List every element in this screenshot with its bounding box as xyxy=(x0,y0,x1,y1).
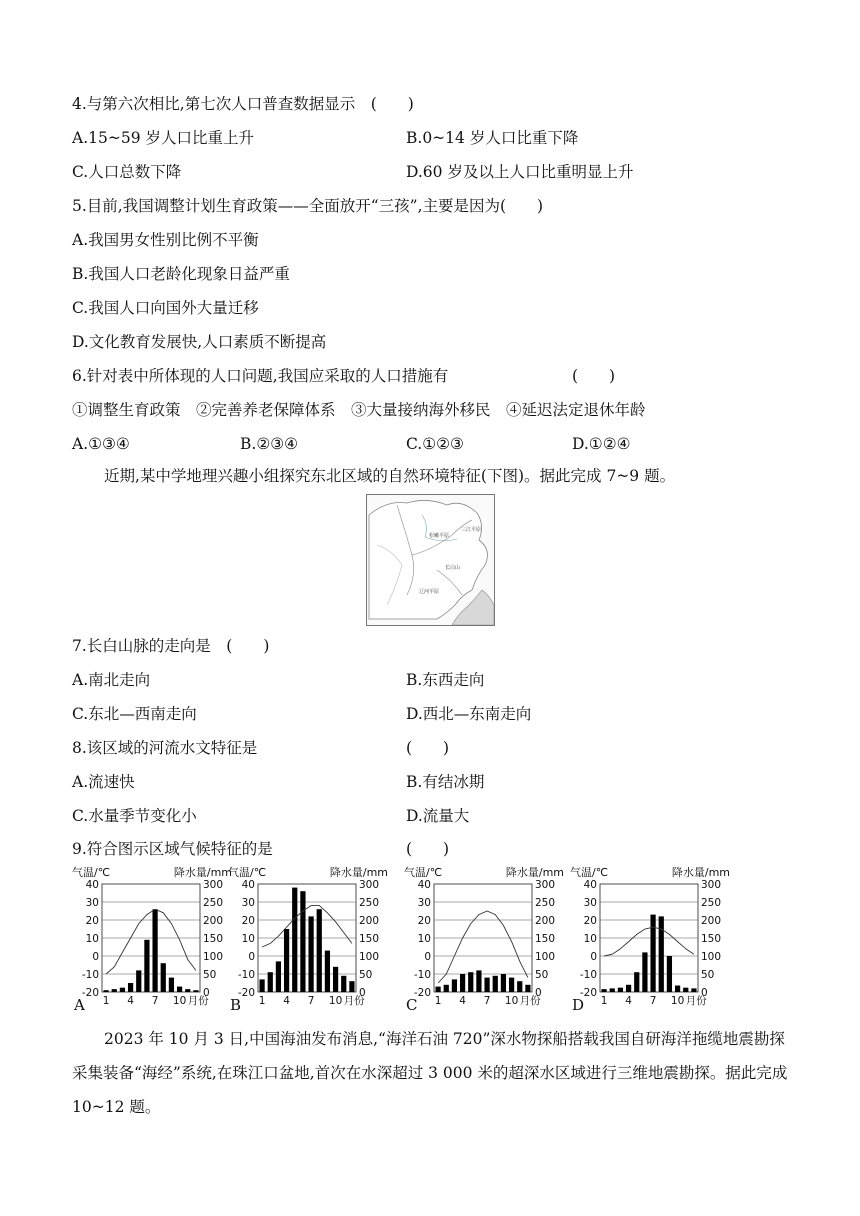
left-tick-label: 0 xyxy=(424,951,431,963)
right-tick-label: 0 xyxy=(701,987,708,999)
x-tick-label: 1 xyxy=(258,995,266,1007)
q7-option-c: C.东北—西南走向 xyxy=(72,705,197,723)
precip-bar xyxy=(626,985,631,992)
precip-bar xyxy=(435,987,440,992)
left-tick-label: 40 xyxy=(85,879,99,891)
precip-bar xyxy=(444,985,449,992)
precip-bar xyxy=(193,990,198,992)
q7-option-d: D.西北—东南走向 xyxy=(406,705,532,723)
x-tick-label: 1 xyxy=(600,995,608,1007)
precip-bar xyxy=(185,989,190,992)
right-tick-label: 200 xyxy=(359,915,380,927)
right-tick-label: 0 xyxy=(535,987,542,999)
right-tick-label: 100 xyxy=(535,951,556,963)
precip-bar xyxy=(484,978,489,992)
x-axis-title: 月份 xyxy=(187,995,209,1007)
left-tick-label: -20 xyxy=(81,987,99,999)
x-axis-title: 月份 xyxy=(343,995,365,1007)
q6-items: ①调整生育政策 ②完善养老保障体系 ③大量接纳海外移民 ④延迟法定退休年龄 xyxy=(72,401,646,419)
left-tick-label: 40 xyxy=(241,879,255,891)
right-tick-label: 250 xyxy=(359,897,380,909)
x-tick-label: 4 xyxy=(283,995,290,1007)
q5-option-a: A.我国男女性别比例不平衡 xyxy=(72,231,259,249)
intro-10-12: 2023 年 10 月 3 日,中国海油发布消息,“海洋石油 720”深水物探船搭载我国自研海洋拖缆地震勘探采集装备“海经”系统,在珠江口盆地,首次在水深超过 3 000 米的超深水区域进行三维地震勘探。据此完成 10~12 题。 xyxy=(72,1030,788,1116)
left-tick-label: 40 xyxy=(583,879,597,891)
temperature-line xyxy=(604,927,694,956)
left-tick-label: -10 xyxy=(413,969,431,981)
map-label: 松嫩平原 xyxy=(429,533,450,539)
right-tick-label: 100 xyxy=(359,951,380,963)
x-tick-label: 10 xyxy=(670,995,685,1007)
left-tick-label: -20 xyxy=(413,987,431,999)
left-tick-label: 10 xyxy=(583,933,597,945)
map-label: 辽河平原 xyxy=(419,589,440,595)
precip-bar xyxy=(144,940,149,992)
right-tick-label: 300 xyxy=(359,879,380,891)
left-tick-label: 0 xyxy=(248,951,255,963)
q4-option-c: C.人口总数下降 xyxy=(72,163,182,181)
right-tick-label: 200 xyxy=(203,915,224,927)
right-tick-label: 0 xyxy=(359,987,366,999)
x-axis-title: 月份 xyxy=(685,995,707,1007)
q7-option-b: B.东西走向 xyxy=(406,671,485,689)
right-axis-title: 降水量/mm xyxy=(505,866,564,879)
right-tick-label: 250 xyxy=(203,897,224,909)
precip-bar xyxy=(103,990,108,992)
q8-option-d: D.流量大 xyxy=(406,807,470,825)
right-tick-label: 100 xyxy=(701,951,722,963)
climate-chart-d xyxy=(570,864,730,1014)
climate-chart-svg xyxy=(72,864,232,1014)
temperature-line xyxy=(262,906,352,947)
left-tick-label: -20 xyxy=(237,987,255,999)
x-tick-label: 7 xyxy=(483,995,491,1007)
left-tick-label: 0 xyxy=(590,951,597,963)
right-tick-label: 50 xyxy=(203,969,217,981)
map-label: 三江平原 xyxy=(461,527,482,533)
right-tick-label: 300 xyxy=(701,879,722,891)
q5-option-c: C.我国人口向国外大量迁移 xyxy=(72,299,259,317)
q4-option-d: D.60 岁及以上人口比重明显上升 xyxy=(406,163,634,181)
climate-chart-a xyxy=(72,864,232,1014)
left-tick-label: 30 xyxy=(583,897,597,909)
precip-bar xyxy=(136,970,141,992)
q4-option-a: A.15~59 岁人口比重上升 xyxy=(72,129,254,147)
precip-bar xyxy=(683,988,688,992)
precip-bar xyxy=(284,929,289,992)
precip-bar xyxy=(525,985,530,992)
northeast-map-drawing xyxy=(367,495,494,625)
precip-bar xyxy=(659,916,664,992)
chart-option-letter: A xyxy=(74,996,85,1014)
q7-stem: 7.长白山脉的走向是 ( ) xyxy=(72,637,270,655)
climate-chart-svg xyxy=(228,864,388,1014)
left-tick-label: -10 xyxy=(237,969,255,981)
x-axis-title: 月份 xyxy=(519,995,541,1007)
q6-option-c: C.①②③ xyxy=(406,435,464,453)
x-tick-label: 4 xyxy=(459,995,466,1007)
precip-bar xyxy=(128,983,133,992)
precip-bar xyxy=(517,981,522,992)
right-tick-label: 150 xyxy=(359,933,380,945)
q6-option-a: A.①③④ xyxy=(72,435,130,453)
precip-bar xyxy=(460,974,465,992)
precip-bar xyxy=(268,972,273,992)
right-tick-label: 250 xyxy=(701,897,722,909)
q8-paren: ( ) xyxy=(406,739,450,757)
left-tick-label: -20 xyxy=(579,987,597,999)
right-tick-label: 50 xyxy=(359,969,373,981)
q9-paren: ( ) xyxy=(406,840,450,858)
precip-bar xyxy=(468,972,473,992)
chart-option-letter: B xyxy=(230,996,242,1014)
left-tick-label: 30 xyxy=(85,897,99,909)
precip-bar xyxy=(300,891,305,992)
left-axis-title: 气温/℃ xyxy=(72,866,111,879)
left-tick-label: 20 xyxy=(241,915,255,927)
right-axis-title: 降水量/mm xyxy=(329,866,388,879)
precip-bar xyxy=(177,987,182,992)
left-tick-label: 0 xyxy=(92,951,99,963)
left-tick-label: 30 xyxy=(241,897,255,909)
precip-bar xyxy=(691,988,696,992)
left-tick-label: 40 xyxy=(417,879,431,891)
left-tick-label: -10 xyxy=(81,969,99,981)
q5-option-b: B.我国人口老龄化现象日益严重 xyxy=(72,265,290,283)
right-tick-label: 200 xyxy=(535,915,556,927)
intro-7-9: 近期,某中学地理兴趣小组探究东北区域的自然环境特征(下图)。据此完成 7~9 题。 xyxy=(104,467,676,485)
x-tick-label: 7 xyxy=(307,995,315,1007)
precip-bar xyxy=(601,989,606,992)
q4-stem: 4.与第六次相比,第七次人口普查数据显示 ( ) xyxy=(72,95,414,113)
q8-option-c: C.水量季节变化小 xyxy=(72,807,197,825)
precip-bar xyxy=(276,961,281,992)
left-tick-label: 30 xyxy=(417,897,431,909)
precip-bar xyxy=(325,951,330,992)
precip-bar xyxy=(650,915,655,992)
precip-bar xyxy=(476,970,481,992)
q7-option-a: A.南北走向 xyxy=(72,671,151,689)
precip-bar xyxy=(642,952,647,992)
precip-bar xyxy=(610,988,615,992)
left-tick-label: 20 xyxy=(85,915,99,927)
precip-bar xyxy=(333,967,338,992)
q4-option-b: B.0~14 岁人口比重下降 xyxy=(406,129,579,147)
precip-bar xyxy=(675,986,680,992)
precip-bar xyxy=(493,976,498,992)
right-tick-label: 250 xyxy=(535,897,556,909)
precip-bar xyxy=(667,956,672,992)
precip-bar xyxy=(618,988,623,992)
climate-chart-svg xyxy=(570,864,730,1014)
q6-option-d: D.①②④ xyxy=(572,435,631,453)
right-tick-label: 0 xyxy=(203,987,210,999)
x-tick-label: 1 xyxy=(434,995,442,1007)
right-tick-label: 50 xyxy=(535,969,549,981)
precip-bar xyxy=(112,989,117,992)
precip-bar xyxy=(634,972,639,992)
right-tick-label: 100 xyxy=(203,951,224,963)
q8-stem: 8.该区域的河流水文特征是 xyxy=(72,739,258,757)
left-axis-title: 气温/℃ xyxy=(228,866,267,879)
q6-stem: 6.针对表中所体现的人口问题,我国应采取的人口措施有 xyxy=(72,367,449,385)
left-tick-label: 10 xyxy=(85,933,99,945)
precip-bar xyxy=(349,981,354,992)
right-tick-label: 300 xyxy=(203,879,224,891)
precip-bar xyxy=(292,888,297,992)
left-axis-title: 气温/℃ xyxy=(570,866,609,879)
x-tick-label: 4 xyxy=(127,995,134,1007)
x-tick-label: 10 xyxy=(504,995,519,1007)
map-label: 长白山 xyxy=(445,565,461,571)
left-tick-label: 10 xyxy=(241,933,255,945)
q8-option-a: A.流速快 xyxy=(72,773,135,791)
left-tick-label: 20 xyxy=(583,915,597,927)
x-tick-label: 10 xyxy=(172,995,187,1007)
right-tick-label: 300 xyxy=(535,879,556,891)
chart-option-letter: D xyxy=(572,996,585,1014)
precip-bar xyxy=(317,909,322,992)
right-tick-label: 150 xyxy=(203,933,224,945)
right-tick-label: 150 xyxy=(701,933,722,945)
precip-bar xyxy=(452,979,457,992)
precip-bar xyxy=(341,976,346,992)
right-tick-label: 150 xyxy=(535,933,556,945)
q8-option-b: B.有结冰期 xyxy=(406,773,485,791)
x-tick-label: 1 xyxy=(102,995,110,1007)
left-axis-title: 气温/℃ xyxy=(404,866,443,879)
precip-bar xyxy=(501,974,506,992)
climate-chart-c xyxy=(404,864,564,1014)
q9-stem: 9.符合图示区域气候特征的是 xyxy=(72,840,273,858)
x-tick-label: 7 xyxy=(151,995,159,1007)
right-axis-title: 降水量/mm xyxy=(173,866,232,879)
chart-option-letter: C xyxy=(406,996,418,1014)
right-tick-label: 200 xyxy=(701,915,722,927)
precip-bar xyxy=(120,988,125,992)
temperature-line xyxy=(438,911,528,983)
q6-paren: ( ) xyxy=(572,367,616,385)
temperature-line xyxy=(106,909,196,974)
q5-option-d: D.文化教育发展快,人口素质不断提高 xyxy=(72,333,327,351)
precip-bar xyxy=(161,963,166,992)
precip-bar xyxy=(259,979,264,992)
x-tick-label: 7 xyxy=(649,995,657,1007)
left-tick-label: 20 xyxy=(417,915,431,927)
precip-bar xyxy=(308,916,313,992)
x-tick-label: 10 xyxy=(328,995,343,1007)
northeast-map xyxy=(366,494,495,626)
right-tick-label: 50 xyxy=(701,969,715,981)
q5-stem: 5.目前,我国调整计划生育政策——全面放开“三孩”,主要是因为( ) xyxy=(72,197,544,215)
precip-bar xyxy=(169,978,174,992)
precip-bar xyxy=(509,978,514,992)
q6-option-b: B.②③④ xyxy=(240,435,299,453)
climate-chart-b xyxy=(228,864,388,1014)
right-axis-title: 降水量/mm xyxy=(671,866,730,879)
climate-chart-svg xyxy=(404,864,564,1014)
precip-bar xyxy=(152,909,157,992)
x-tick-label: 4 xyxy=(625,995,632,1007)
left-tick-label: 10 xyxy=(417,933,431,945)
left-tick-label: -10 xyxy=(579,969,597,981)
